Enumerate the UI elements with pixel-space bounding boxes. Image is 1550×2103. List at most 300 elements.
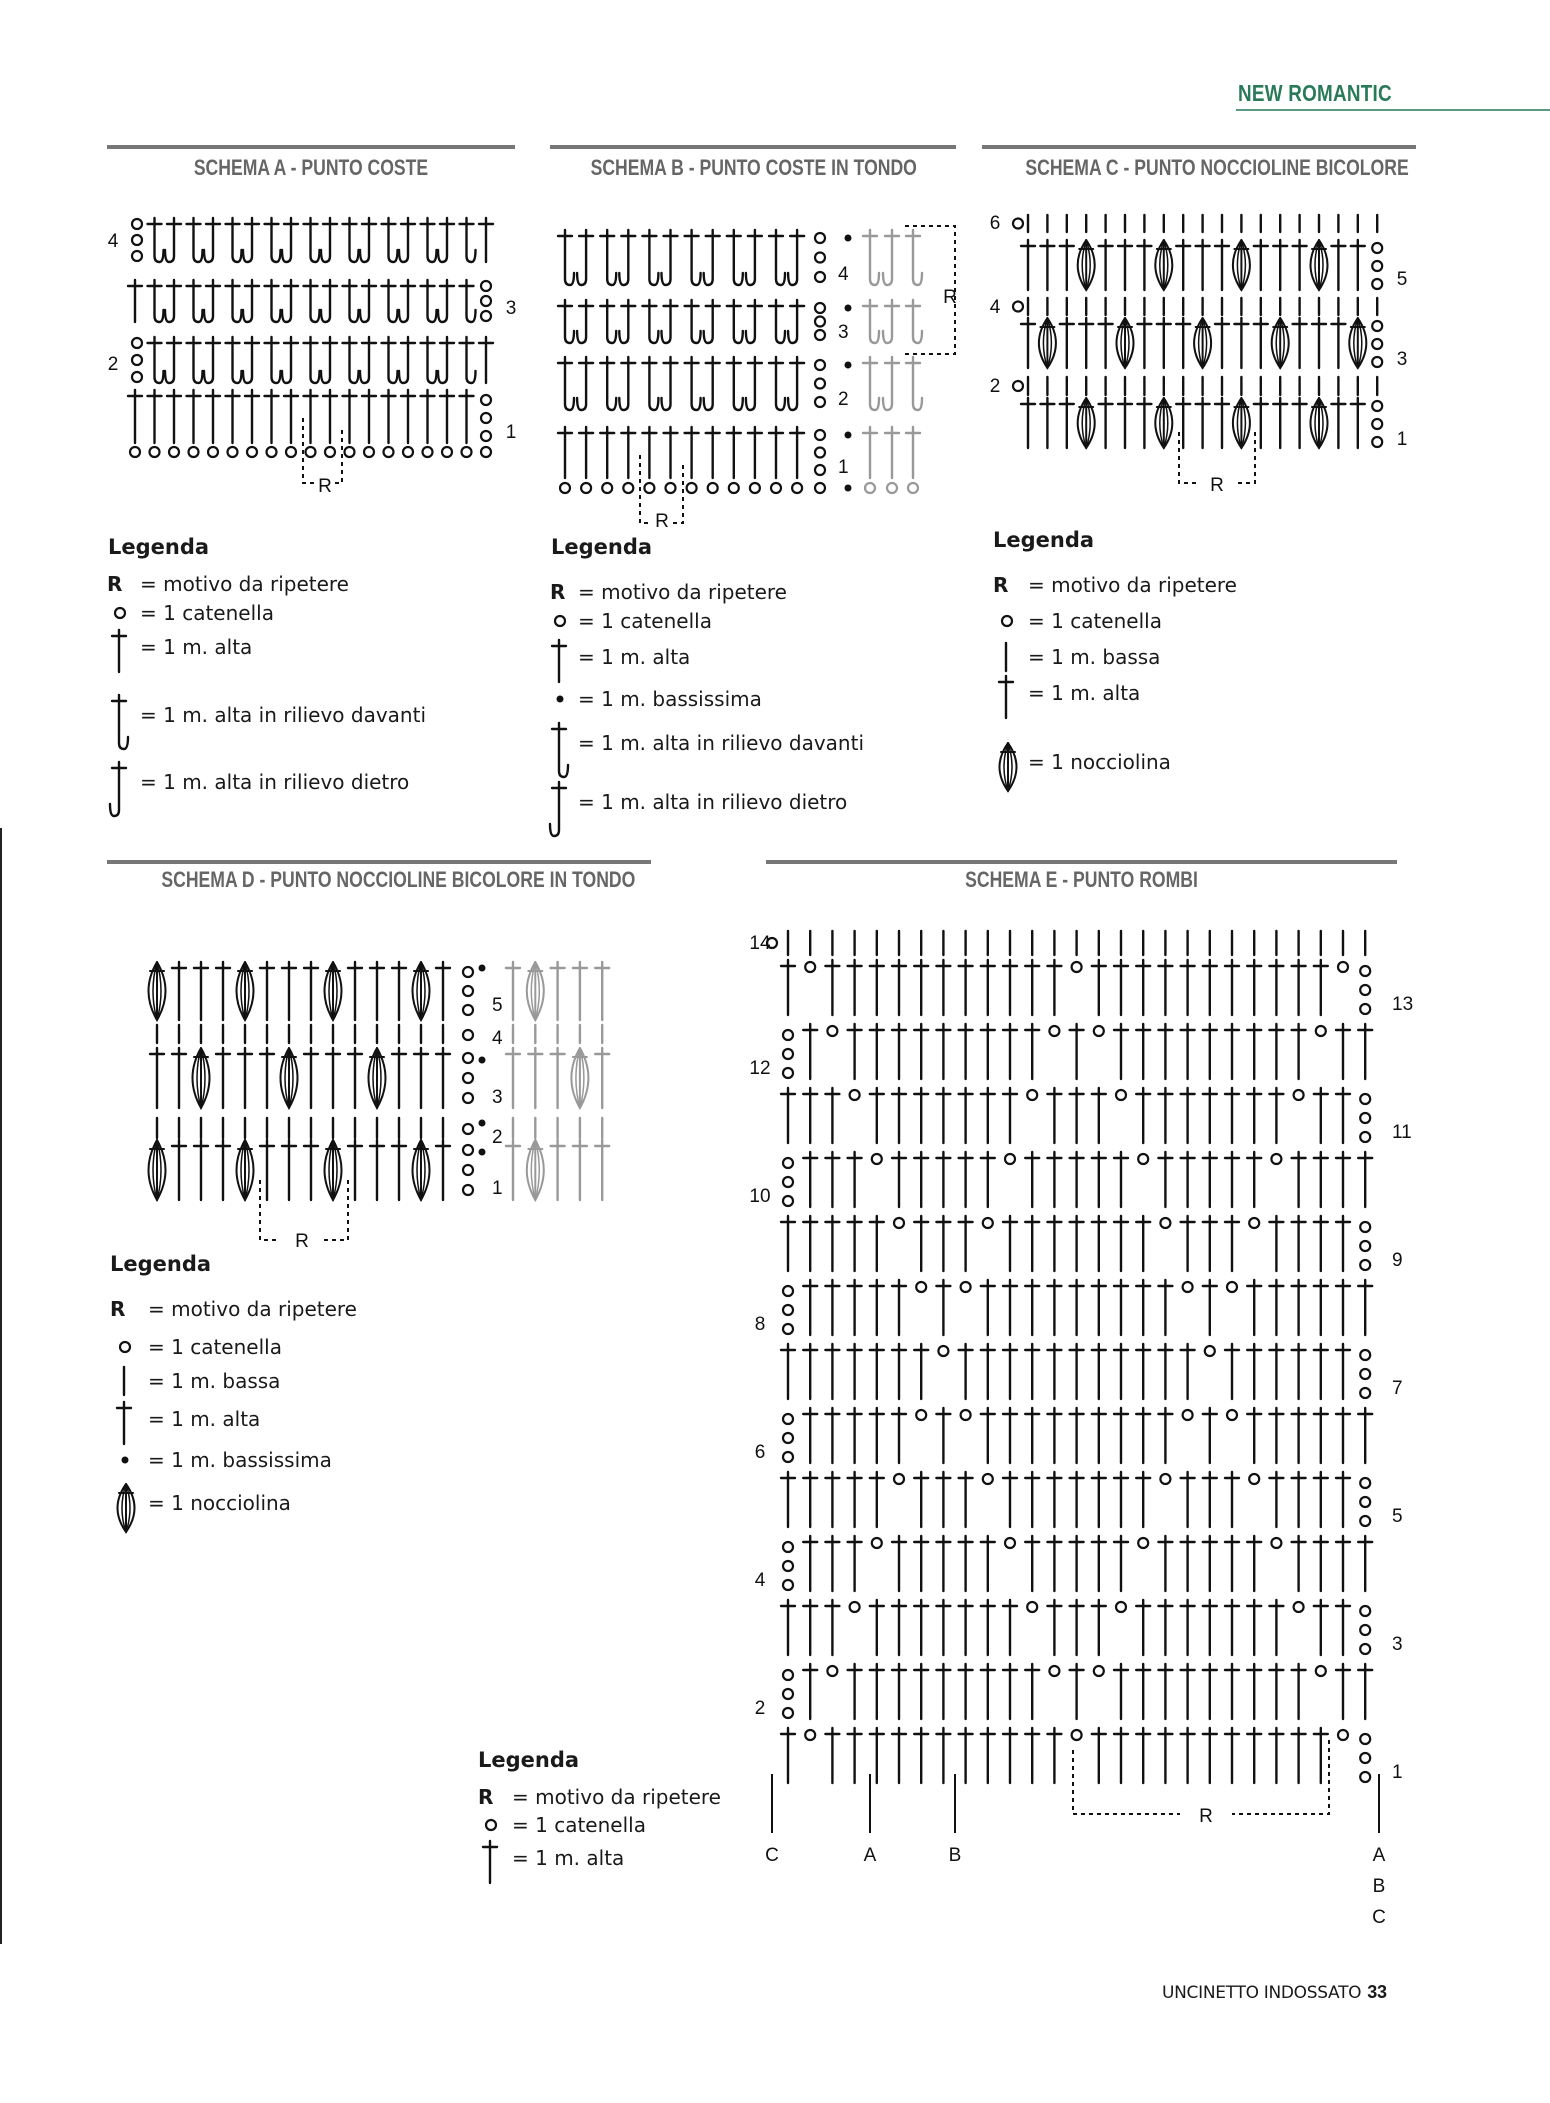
front-post-dc-symbol — [187, 218, 203, 262]
double-crochet-symbol — [1176, 318, 1190, 368]
chain-symbol — [1160, 1474, 1170, 1484]
double-crochet-symbol — [981, 1088, 995, 1143]
double-crochet-symbol — [1247, 1536, 1261, 1591]
double-crochet-symbol — [1158, 1600, 1172, 1655]
chain-symbol — [783, 1158, 793, 1168]
double-crochet-symbol — [1003, 1088, 1017, 1143]
chain-symbol — [1372, 437, 1382, 447]
row-number: 4 — [754, 1570, 766, 1591]
chain-symbol — [1183, 1282, 1193, 1292]
column-marker: C — [1372, 1907, 1386, 1928]
double-crochet-symbol — [892, 1536, 906, 1591]
double-crochet-symbol — [1225, 1152, 1239, 1207]
double-crochet-symbol — [1269, 960, 1283, 1015]
front-post-dc-symbol — [460, 218, 476, 262]
double-crochet-symbol — [848, 960, 862, 1015]
double-crochet-symbol — [1269, 1216, 1283, 1271]
double-crochet-symbol — [1092, 1152, 1106, 1207]
double-crochet-symbol — [1203, 1408, 1217, 1463]
double-crochet-symbol — [1136, 1088, 1150, 1143]
front-post-dc-symbol — [906, 230, 922, 285]
double-crochet-symbol — [1314, 1344, 1328, 1399]
double-crochet-symbol — [936, 1152, 950, 1207]
back-post-dc-symbol — [619, 300, 635, 343]
legend-text: = 1 m. alta — [148, 1407, 261, 1431]
turning-chain-symbol — [1360, 1222, 1370, 1270]
front-post-dc-symbol — [685, 357, 701, 410]
double-crochet-symbol — [1247, 1024, 1261, 1079]
chain-symbol — [1005, 1154, 1015, 1164]
double-crochet-symbol — [803, 1280, 817, 1335]
double-crochet-symbol — [825, 1344, 839, 1399]
double-crochet-symbol — [959, 1024, 973, 1079]
double-crochet-symbol — [959, 1088, 973, 1143]
double-crochet-symbol — [914, 1088, 928, 1143]
chain-symbol — [1360, 1644, 1370, 1654]
double-crochet-symbol — [892, 1344, 906, 1399]
chain-symbol — [908, 483, 918, 493]
back-post-dc-symbol — [399, 337, 415, 383]
front-post-dc-symbol — [906, 357, 922, 410]
legend-text: = 1 m. bassissima — [148, 1448, 332, 1472]
double-crochet-symbol — [1040, 240, 1054, 290]
double-crochet-symbol — [981, 1024, 995, 1079]
back-post-dc-symbol — [243, 218, 259, 262]
double-crochet-symbol — [1021, 240, 1035, 290]
chain-symbol — [1227, 1410, 1237, 1420]
double-crochet-symbol — [1247, 1344, 1261, 1399]
double-crochet-symbol — [1225, 1664, 1239, 1719]
double-crochet-symbol — [1269, 1344, 1283, 1399]
path — [649, 230, 658, 285]
chain-symbol — [442, 447, 452, 457]
chain-symbol — [325, 447, 335, 457]
double-crochet-symbol — [1025, 1024, 1039, 1079]
chain-symbol — [1316, 1666, 1326, 1676]
chain-symbol — [1094, 1026, 1104, 1036]
double-crochet-symbol — [1269, 1088, 1283, 1143]
back-post-dc-symbol — [883, 300, 899, 343]
double-crochet-symbol — [870, 1344, 884, 1399]
double-crochet-symbol — [825, 960, 839, 1015]
double-crochet-symbol — [1292, 1408, 1306, 1463]
chain-symbol — [815, 233, 825, 243]
double-crochet-symbol — [870, 1600, 884, 1655]
double-crochet-symbol — [1136, 1024, 1150, 1079]
double-crochet-symbol — [1114, 1664, 1128, 1719]
double-crochet-symbol — [414, 1048, 428, 1108]
double-crochet-symbol — [1247, 1152, 1261, 1207]
turning-chain-symbol — [1360, 966, 1370, 1014]
double-crochet-symbol — [1336, 1024, 1350, 1079]
chain-symbol — [481, 395, 491, 405]
chain-symbol — [1027, 1090, 1037, 1100]
repeat-symbol: R — [110, 1297, 126, 1321]
chain-symbol — [729, 483, 739, 493]
double-crochet-symbol — [825, 1088, 839, 1143]
chain-symbol — [1138, 1538, 1148, 1548]
chain-symbol — [1372, 339, 1382, 349]
turning-chain-symbol — [1360, 1606, 1370, 1654]
double-crochet-symbol — [803, 1408, 817, 1463]
back-post-dc-symbol — [662, 300, 678, 343]
front-post-dc-symbol — [343, 280, 359, 322]
row-number: 1 — [505, 422, 517, 443]
nut-stitch-symbol — [1078, 240, 1095, 290]
back-post-dc-symbol — [704, 357, 720, 410]
turning-chain-symbol — [463, 1053, 473, 1103]
chain-symbol — [1013, 381, 1023, 391]
chain-symbol — [1183, 1410, 1193, 1420]
front-post-dc-symbol — [863, 357, 879, 410]
repeat-symbol: R — [478, 1785, 494, 1809]
double-crochet-symbol — [1158, 1664, 1172, 1719]
turning-chain-symbol — [463, 1030, 473, 1040]
double-crochet-symbol — [981, 1344, 995, 1399]
double-crochet-symbol — [1092, 1280, 1106, 1335]
row-number: 5 — [1392, 1506, 1403, 1527]
legend-text: = 1 m. alta — [140, 635, 253, 659]
double-crochet-symbol — [1336, 1472, 1350, 1527]
front-post-dc-symbol — [727, 300, 743, 343]
legend-text: = 1 m. alta in rilievo davanti — [578, 731, 864, 755]
chain-symbol — [827, 1666, 837, 1676]
double-crochet-symbol — [1114, 1728, 1128, 1783]
double-crochet-symbol — [1003, 960, 1017, 1015]
turning-chain-symbol — [481, 395, 491, 441]
row-number: 3 — [838, 322, 849, 343]
row-number: 3 — [492, 1087, 503, 1108]
double-crochet-symbol — [803, 1344, 817, 1399]
nut-stitch-symbol — [413, 962, 430, 1020]
back-post-dc-symbol — [204, 337, 220, 383]
nut-stitch-symbol — [325, 1140, 342, 1200]
double-crochet-symbol — [803, 1664, 817, 1719]
chain-symbol — [815, 465, 825, 475]
double-crochet-symbol — [803, 1536, 817, 1591]
front-post-dc-symbol — [769, 300, 785, 343]
chain-symbol — [481, 413, 491, 423]
chain-symbol — [463, 1053, 473, 1063]
chain-symbol — [1338, 962, 1348, 972]
column-marker: A — [863, 1845, 877, 1866]
double-crochet-symbol — [1203, 1472, 1217, 1527]
double-crochet-symbol — [892, 1728, 906, 1783]
row-number: 3 — [1396, 349, 1408, 370]
legend-e-title: Legenda — [478, 1748, 580, 1772]
chain-symbol — [783, 1689, 793, 1699]
chain-symbol — [1360, 985, 1370, 995]
double-crochet-symbol — [1092, 1344, 1106, 1399]
chain-symbol — [771, 483, 781, 493]
row-number: 14 — [749, 933, 771, 954]
double-crochet-symbol — [595, 1048, 609, 1108]
column-marker: A — [1372, 1845, 1386, 1866]
column-marker: B — [948, 1845, 962, 1866]
double-crochet-symbol — [304, 962, 318, 1020]
double-crochet-symbol — [1181, 1216, 1195, 1271]
back-post-dc-symbol — [204, 218, 220, 262]
double-crochet-symbol — [1181, 1728, 1195, 1783]
back-post-dc-symbol — [399, 280, 415, 322]
double-crochet-symbol — [825, 1536, 839, 1591]
double-crochet-symbol — [1358, 1536, 1372, 1591]
double-crochet-symbol — [1203, 1728, 1217, 1783]
back-post-dc-symbol — [204, 280, 220, 322]
double-crochet-symbol — [172, 1140, 186, 1200]
slip-stitch-symbol — [845, 235, 852, 242]
chain-symbol — [1049, 1666, 1059, 1676]
double-crochet-symbol — [1137, 398, 1151, 448]
nut-stitch-symbol — [1039, 318, 1056, 368]
row-number: 8 — [754, 1314, 766, 1335]
chain-symbol — [961, 1410, 971, 1420]
path — [746, 357, 755, 410]
double-crochet-symbol — [1269, 1472, 1283, 1527]
chain-symbol — [1360, 1478, 1370, 1488]
back-post-dc-symbol — [282, 337, 298, 383]
double-crochet-symbol — [885, 427, 899, 478]
back-post-dc-symbol — [165, 337, 181, 383]
double-crochet-symbol — [1136, 1216, 1150, 1271]
double-crochet-symbol — [1358, 1280, 1372, 1335]
double-crochet-symbol — [1273, 398, 1287, 448]
back-post-dc-symbol — [619, 230, 635, 285]
front-post-dc-symbol — [727, 357, 743, 410]
path — [619, 357, 628, 410]
double-crochet-symbol — [595, 962, 609, 1020]
chain-symbol — [132, 219, 142, 229]
double-crochet-symbol — [348, 1140, 362, 1200]
chain-symbol — [783, 1670, 793, 1680]
chain-symbol — [306, 447, 316, 457]
turning-chain-symbol — [1372, 401, 1382, 447]
chain-symbol — [938, 1346, 948, 1356]
double-crochet-symbol — [1331, 318, 1345, 368]
double-crochet-symbol — [1158, 960, 1172, 1015]
double-crochet-symbol — [1025, 1664, 1039, 1719]
double-crochet-symbol — [959, 960, 973, 1015]
front-post-dc-symbol — [421, 218, 437, 262]
double-crochet-symbol — [1047, 1536, 1061, 1591]
chain-symbol — [1360, 1222, 1370, 1232]
chain-symbol — [872, 1154, 882, 1164]
chain-symbol — [132, 251, 142, 261]
schema-a-title: SCHEMA A - PUNTO COSTE — [193, 155, 429, 180]
chain-symbol — [916, 1410, 926, 1420]
path — [776, 357, 785, 410]
double-crochet-symbol — [194, 1140, 208, 1200]
double-crochet-symbol — [1292, 1472, 1306, 1527]
chain-symbol — [1372, 243, 1382, 253]
double-crochet-symbol — [304, 1140, 318, 1200]
double-crochet-symbol — [914, 1600, 928, 1655]
double-crochet-symbol — [959, 1536, 973, 1591]
double-crochet-symbol — [1060, 318, 1074, 368]
front-post-dc-symbol — [226, 218, 242, 262]
double-crochet-symbol — [1047, 1600, 1061, 1655]
chain-symbol — [1294, 1602, 1304, 1612]
double-crochet-symbol — [1099, 398, 1113, 448]
double-crochet-symbol — [1269, 1408, 1283, 1463]
row-number: 2 — [492, 1127, 503, 1148]
chain-symbol — [815, 397, 825, 407]
chain-symbol — [815, 430, 825, 440]
double-crochet-symbol — [936, 1472, 950, 1527]
double-crochet-symbol — [848, 1664, 862, 1719]
turning-chain-symbol — [783, 1286, 793, 1334]
chain-symbol — [983, 1218, 993, 1228]
chain-symbol — [364, 447, 374, 457]
double-crochet-symbol — [1292, 960, 1306, 1015]
double-crochet-symbol — [260, 1048, 274, 1108]
double-crochet-symbol — [1114, 1024, 1128, 1079]
double-crochet-symbol — [150, 1048, 164, 1108]
double-crochet-symbol — [1099, 240, 1113, 290]
turning-chain-symbol — [132, 338, 142, 382]
path — [883, 357, 892, 410]
double-crochet-symbol — [1336, 1600, 1350, 1655]
chain-symbol — [1360, 1772, 1370, 1782]
chain-symbol — [850, 1090, 860, 1100]
schema-c-diagram — [990, 213, 1408, 496]
double-crochet-symbol — [506, 962, 520, 1020]
chain-symbol — [815, 360, 825, 370]
front-post-dc-symbol — [421, 337, 437, 383]
double-crochet-symbol — [1070, 1408, 1084, 1463]
back-post-dc-symbol — [662, 230, 678, 285]
path — [913, 357, 922, 410]
double-crochet-symbol — [892, 1408, 906, 1463]
row-number: 4 — [492, 1028, 503, 1049]
double-crochet-symbol — [1047, 1408, 1061, 1463]
front-post-dc-symbol — [460, 337, 476, 383]
chain-symbol — [581, 483, 591, 493]
nut-stitch-symbol — [413, 1140, 430, 1200]
turning-chain-symbol — [1360, 1094, 1370, 1142]
double-crochet-symbol — [1070, 1344, 1084, 1399]
double-crochet-symbol — [848, 1728, 862, 1783]
chain-symbol — [783, 1196, 793, 1206]
turning-chain-symbol — [1372, 321, 1382, 367]
double-crochet-symbol — [1247, 1280, 1261, 1335]
chain-symbol — [872, 1538, 882, 1548]
chain-symbol — [463, 1005, 473, 1015]
double-crochet-symbol — [1314, 1600, 1328, 1655]
double-crochet-symbol — [892, 1664, 906, 1719]
double-crochet-symbol — [1292, 1728, 1306, 1783]
double-crochet-symbol — [1269, 1728, 1283, 1783]
double-crochet-symbol — [265, 390, 279, 443]
turning-chain-symbol — [463, 1124, 473, 1134]
turning-chain-symbol — [783, 1670, 793, 1718]
front-post-dc-symbol — [343, 337, 359, 383]
nut-stitch-symbol — [1078, 398, 1095, 448]
double-crochet-symbol — [1099, 318, 1113, 368]
double-crochet-symbol — [1025, 1536, 1039, 1591]
front-post-dc-symbol — [600, 230, 616, 285]
double-crochet-symbol — [981, 1280, 995, 1335]
double-crochet-symbol — [936, 1280, 950, 1335]
double-crochet-symbol — [304, 390, 318, 443]
chain-symbol — [1372, 357, 1382, 367]
slip-stitch-symbol — [479, 1057, 486, 1064]
back-post-dc-symbol — [746, 230, 762, 285]
double-crochet-symbol — [1336, 1664, 1350, 1719]
double-crochet-symbol — [1047, 1152, 1061, 1207]
double-crochet-symbol — [1351, 240, 1365, 290]
row-number: 1 — [492, 1178, 503, 1199]
double-crochet-symbol — [1247, 1408, 1261, 1463]
double-crochet-symbol — [1079, 318, 1093, 368]
front-post-dc-symbol — [600, 357, 616, 410]
double-crochet-symbol — [981, 1664, 995, 1719]
double-crochet-symbol — [573, 962, 587, 1020]
double-crochet-symbol — [803, 1152, 817, 1207]
double-crochet-symbol — [1070, 1216, 1084, 1271]
path — [883, 230, 892, 285]
slip-stitch-symbol — [845, 362, 852, 369]
double-crochet-symbol — [148, 390, 162, 443]
double-crochet-symbol — [1203, 1216, 1217, 1271]
chain-symbol — [189, 447, 199, 457]
turning-chain-symbol — [1360, 1734, 1370, 1782]
double-crochet-symbol — [460, 390, 474, 443]
chain-symbol — [602, 483, 612, 493]
front-post-dc-symbol — [382, 218, 398, 262]
chain-symbol — [150, 447, 160, 457]
chain-symbol — [1372, 401, 1382, 411]
double-crochet-symbol — [621, 427, 635, 478]
double-crochet-symbol — [848, 1216, 862, 1271]
double-crochet-symbol — [1181, 1536, 1195, 1591]
double-crochet-symbol — [914, 960, 928, 1015]
double-crochet-symbol — [1196, 398, 1210, 448]
double-crochet-symbol — [1358, 1152, 1372, 1207]
double-crochet-symbol — [172, 1048, 186, 1108]
chain-symbol — [463, 1093, 473, 1103]
double-crochet-symbol — [959, 1216, 973, 1271]
chain-symbol — [462, 447, 472, 457]
double-crochet-symbol — [1070, 1472, 1084, 1527]
double-crochet-symbol — [1247, 960, 1261, 1015]
chain-symbol — [423, 447, 433, 457]
double-crochet-symbol — [781, 1344, 795, 1399]
double-crochet-symbol — [1181, 1344, 1195, 1399]
chain-symbol — [1372, 321, 1382, 331]
repeat-symbol: R — [550, 580, 566, 604]
double-crochet-symbol — [825, 1408, 839, 1463]
back-post-dc-symbol — [662, 357, 678, 410]
double-crochet-symbol — [1114, 960, 1128, 1015]
double-crochet-symbol — [825, 1280, 839, 1335]
double-crochet-symbol — [803, 1216, 817, 1271]
double-crochet-symbol — [1247, 1600, 1261, 1655]
front-post-dc-symbol — [642, 357, 658, 410]
double-crochet-symbol — [1181, 1152, 1195, 1207]
double-crochet-symbol — [1176, 240, 1190, 290]
nut-stitch-symbol — [149, 1140, 166, 1200]
double-crochet-symbol — [348, 1048, 362, 1108]
front-post-dc-symbol — [558, 300, 574, 343]
double-crochet-symbol — [506, 1048, 520, 1108]
repeat-label: R — [943, 287, 957, 308]
double-crochet-symbol — [1181, 1472, 1195, 1527]
row-number: 2 — [107, 354, 119, 375]
chain-symbol — [132, 235, 142, 245]
legend-text: = 1 m. alta — [512, 1846, 625, 1870]
double-crochet-symbol — [1047, 1088, 1061, 1143]
